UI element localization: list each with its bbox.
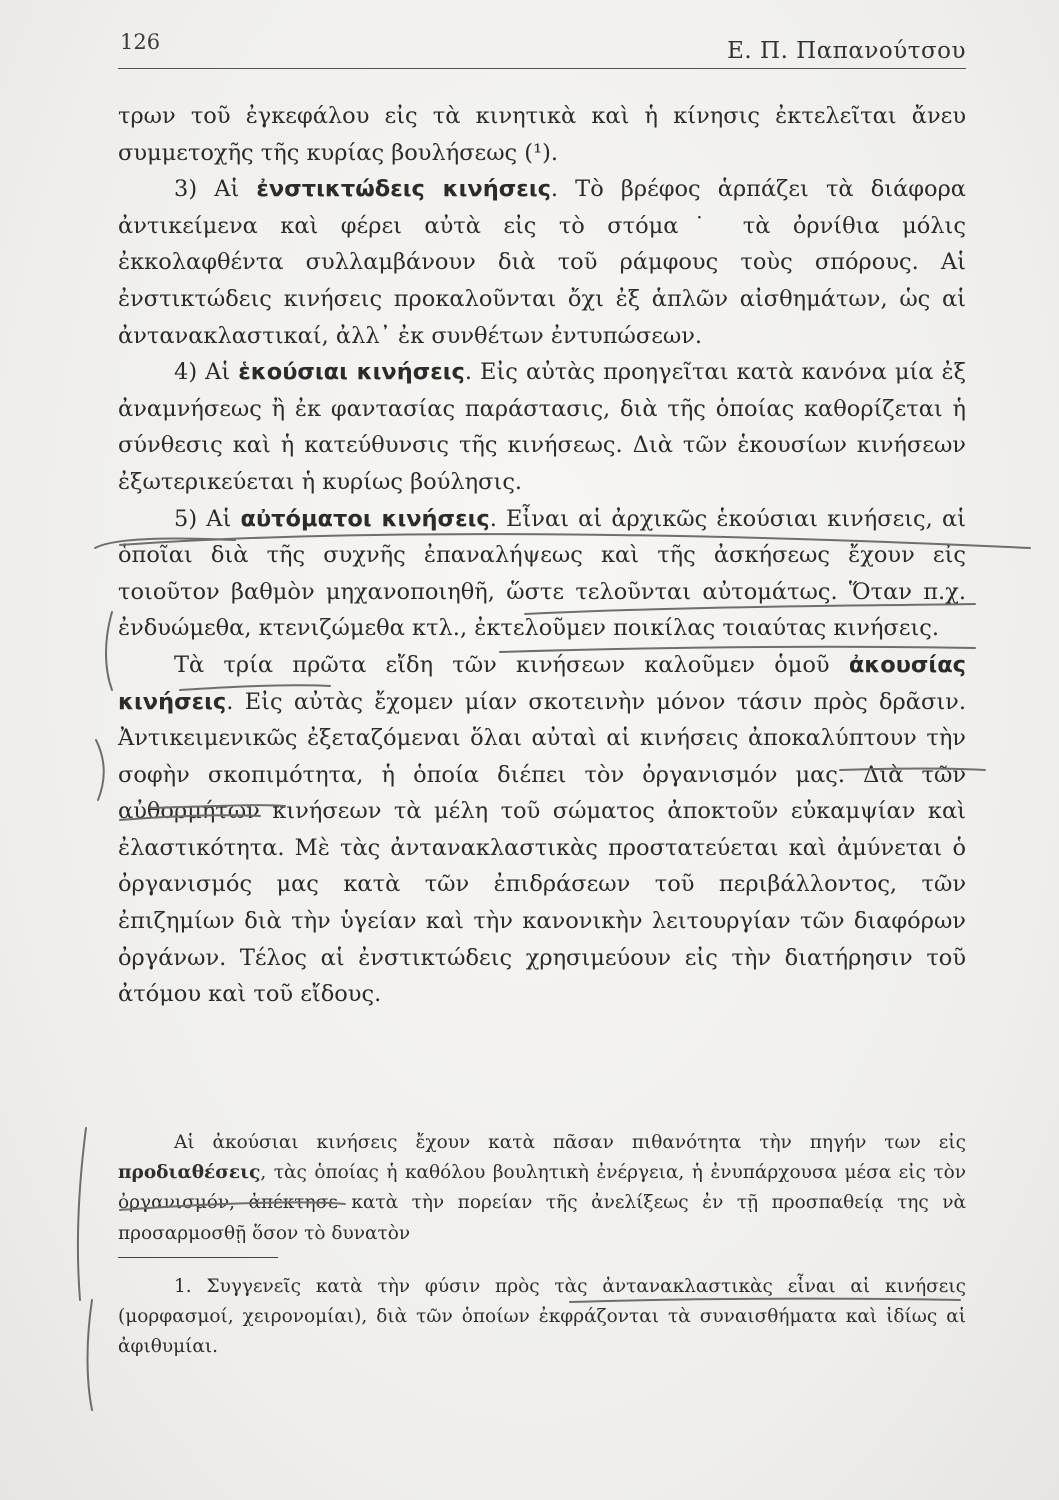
footnote-divider — [118, 1257, 278, 1258]
pencil-bracket — [106, 612, 112, 690]
paragraph-instinctive-movements: 3) Αἱ ἐνστικτώδεις κινήσεις. Τὸ βρέφος ἁρπάζει τὰ διάφορα ἀντικείμενα καὶ φέρει αὐτὰ εἰς τὸ στόμα˙ τὰ ὀρνίθια μόλις ἐκκολαφθέντα συλλαμβάνουν διὰ τοῦ ράμφους τοὺς σπόρους. Αἱ ἐνστικτώδεις κινήσεις προκαλοῦνται ὄχι ἐξ ἁπλῶν αἰσθημάτων, ὡς αἱ ἀντανακλαστικαί, ἀλλ᾿ ἐκ συνθέτων ἐντυπώσεων. — [118, 176, 966, 349]
paragraph-1: τρων τοῦ ἐγκεφάλου εἰς τὰ κινητικὰ καὶ ἡ κίνησις ἐκτελεῖται ἄνευ συμμετοχῆς τῆς κυρίας βουλήσεως (¹). — [118, 103, 966, 166]
term-involuntary: ἀκουσίας κινήσεις — [118, 651, 966, 715]
pencil-bracket — [96, 740, 104, 800]
page-header — [118, 22, 966, 69]
paragraph-involuntary-movements: Τὰ τρία πρῶτα εἴδη τῶν κινήσεων καλοῦμεν ὁμοῦ ἀκουσίας κινήσεις. Εἰς αὐτὰς ἔχομεν μίαν σκοτεινὴν μόνον τάσιν πρὸς δρᾶσιν. Ἀντικειμενικῶς ἐξεταζόμεναι ὅλαι αὐταὶ αἱ κινήσεις ἀποκαλύπτουν τὴν σοφὴν σκοπιμότητα, ἡ ὁποία διέπει τὸν ὀργανισμόν μας. Διὰ τῶν αὐθορμήτων κινήσεων τὰ μέλη τοῦ σώματος ἀποκτοῦν εὐκαμψίαν καὶ ἐλαστικότητα. Μὲ τὰς ἀντανακλαστικὰς προστατεύεται καὶ ἀμύνεται ὁ ὀργανισμός μας κατὰ τῶν ἐπιδράσεων τοῦ περιβάλλοντος, τῶν ἐπιζημίων διὰ τὴν ὑγείαν καὶ τὴν κανονικὴν λειτουργίαν τῶν διαφόρων ὀργάνων. Τέλος αἱ ἐνστικτώδεις χρησιμεύουν εἰς τὴν διατήρησιν τοῦ ἀτόμου καὶ τοῦ εἴδους. — [118, 651, 966, 1008]
running-head: Ε. Π. Παπανούτσου — [727, 38, 966, 64]
pencil-bracket — [88, 1300, 93, 1410]
footnote — [118, 1272, 966, 1362]
paragraph-voluntary-movements: 4) Αἱ ἑκούσιαι κινήσεις. Εἰς αὐτὰς προηγεῖται κατὰ κανόνα μία ἐξ ἀναμνήσεως ἢ ἐκ φαντασίας παράστασις, διὰ τῆς ὁποίας καθορίζεται ἡ σύνθεσις καὶ ἡ κατεύθυνσις τῆς κινήσεως. Διὰ τῶν ἑκουσίων κινήσεων ἐξωτερικεύεται ἡ κυρίως βούλησις. — [118, 359, 966, 495]
term-predispositions: προδιαθέσεις — [118, 1162, 261, 1184]
term-instinctive: ἐνστικτώδεις κινήσεις — [256, 176, 551, 203]
small-print-paragraph: Αἱ ἀκούσιαι κινήσεις ἔχουν κατὰ πᾶσαν πιθανότητα τὴν πηγήν των εἰς προδιαθέσεις, τὰς ὁποίας ἡ καθόλου βουλητικὴ ἐνέργεια, ἡ ἐνυπάρχουσα μέσα εἰς τὸν ὀργανισμόν, ἀπέκτησε κατὰ τὴν πορείαν τῆς ἀνελίξεως ἐν τῇ προσπαθείᾳ της νὰ προσαρμοσθῇ ὅσον τὸ δυνατὸν — [118, 1132, 966, 1244]
pencil-bracket — [78, 1128, 86, 1300]
footnote-1: 1. Συγγενεῖς κατὰ τὴν φύσιν πρὸς τὰς ἀντανακλαστικὰς εἶναι αἱ κινήσεις (μορφασμοί, χειρονομίαι), διὰ τῶν ὁποίων ἐκφράζονται τὰ συναισθήματα καὶ ἰδίως αἱ ἀφιθυμίαι. — [118, 1276, 966, 1357]
body-text — [118, 98, 966, 1013]
term-automatic: αὐτόματοι κινήσεις — [240, 505, 490, 532]
page-number: 126 — [120, 30, 161, 54]
paragraph-automatic-movements: 5) Αἱ αὐτόματοι κινήσεις. Εἶναι αἱ ἀρχικῶς ἑκούσιαι κινήσεις, αἱ ὁποῖαι διὰ τῆς συχνῆς ἐπαναλήψεως καὶ τῆς ἀσκήσεως ἔχουν εἰς τοιοῦτον βαθμὸν μηχανοποιηθῆ, ὥστε τελοῦνται αὐτομάτως. Ὅταν π.χ. ἐνδυώμεθα, κτενιζώμεθα κτλ., ἐκτελοῦμεν ποικίλας τοιαύτας κινήσεις. — [118, 505, 967, 642]
term-voluntary: ἑκούσιαι κινήσεις — [238, 359, 465, 386]
